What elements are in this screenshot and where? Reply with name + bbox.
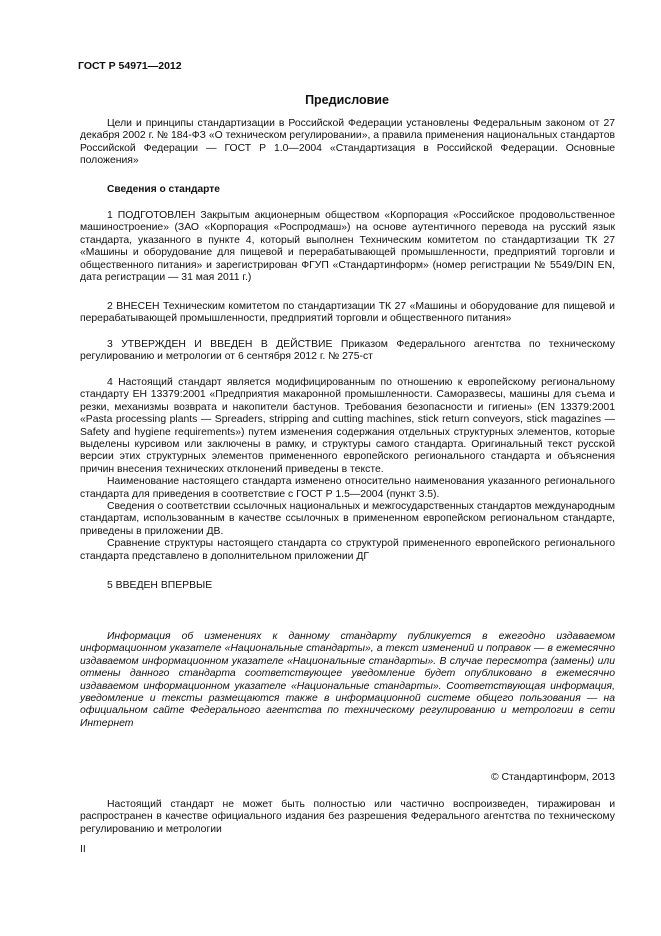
standard-info-heading: Сведения о стандарте — [107, 184, 220, 195]
changes-information-text: Информация об изменениях к данному стандарту публикуется в ежегодно издаваемом информационном указателе «Национальные стандарты», а текст изменений и поправок — в ежемесячно издаваемом информационном указателе «Национальные стандарты». В случае пересмотра (замены) или отмены данного стандарта соответствующее уведомление будет опубликовано в ежемесячно издаваемом информационном указателе «Национальные стандарты». Соответствующая информация, уведомление и тексты размещаются также в информационной системе общего пользования — на официальном сайте Федерального агентства по техническому регулированию и метрологии в сети Интернет — [80, 631, 615, 729]
info-item-5 — [80, 580, 615, 592]
info-item-1 — [80, 210, 615, 284]
page-number: II — [80, 844, 86, 855]
item-5-text: 5 ВВЕДЕН ВПЕРВЫЕ — [107, 580, 213, 591]
reproduction-notice-text: Настоящий стандарт не может быть полностью или частично воспроизведен, тиражирован и распространен в качестве официального издания без разрешения Федерального агентства по техническому регулированию и метрологии — [80, 799, 615, 835]
info-item-3 — [80, 339, 615, 364]
item-3-text: 3 УТВЕРЖДЕН И ВВЕДЕН В ДЕЙСТВИЕ Приказом Федерального агентства по техническому регулированию и метрологии от 6 сентября 2012 г. № 275-ст — [80, 339, 615, 363]
item-4-paragraph-3: Сведения о соответствии ссылочных национальных и межгосударственных стандартов международным стандартам, использованным в качестве ссылочных в примененном европейском региональном стандарте, приведены в приложении ДВ. — [80, 501, 615, 537]
foreword-intro — [80, 118, 615, 168]
intro-paragraph: Цели и принципы стандартизации в Российской Федерации установлены Федеральным законом от 27 декабря 2002 г. № 184-ФЗ «О техническом регулировании», а правила применения национальных стандартов Российской Федерации — ГОСТ Р 1.0—2004 «Стандартизация в Российской Федерации. Основные положения» — [80, 118, 615, 167]
item-2-text: 2 ВНЕСЕН Техническим комитетом по стандартизации ТК 27 «Машины и оборудование для пищевой и перерабатывающей промышленности, предприятий торговли и общественного питания» — [80, 301, 615, 325]
changes-information — [80, 631, 615, 730]
item-4-paragraph-2: Наименование настоящего стандарта изменено относительно наименования указанного регионального стандарта для приведения в соответствие с ГОСТ Р 1.5—2004 (пункт 3.5). — [80, 476, 615, 500]
copyright-notice: © Стандартинформ, 2013 — [490, 772, 615, 783]
item-1-text: 1 ПОДГОТОВЛЕН Закрытым акционерным обществом «Корпорация «Российское продовольственное машиностроение» (ЗАО «Корпорация «Роспродмаш») на основе аутентичного перевода на русский язык стандарта, указанного в пункте 4, который выполнен Техническим комитетом по стандартизации ТК 27 «Машины и оборудование для пищевой и перерабатывающей промышленности, предприятий торговли и общественного питания» и зарегистрирован ФГУП «Стандартинформ» (номер регистрации № 5549/DIN EN, дата регистрации — 31 мая 2011 г.) — [80, 210, 615, 284]
info-item-4 — [80, 377, 615, 563]
item-4-paragraph-1: 4 Настоящий стандарт является модифицированным по отношению к европейскому региональному стандарту ЕН 13379:2001 «Предприятия макаронной промышленности. Саморазвесы, машины для съема и резки, механизмы возврата и накопители бастунов. Требования безопасности и гигиены» (EN 13379:2001 «Pasta processing plants — Spreaders, stripping and cutting machines, stick return conveyors, stick magazines — Safety and hygiene requirements») путем изменения содержания отдельных структурных элементов, которые выделены курсивом или заключены в рамку, и структуры самого стандарта. Оригинальный текст русской версии этих структурных элементов примененного европейского регионального стандарта и объяснения причин внесения технических отклонений приведены в тексте. — [80, 377, 615, 475]
reproduction-notice — [80, 799, 615, 836]
document-code: ГОСТ Р 54971—2012 — [78, 60, 182, 72]
info-item-2 — [80, 301, 615, 326]
item-4-paragraph-4: Сравнение структуры настоящего стандарта со структурой примененного европейского регионального стандарта представлено в дополнительном приложении ДГ — [80, 538, 615, 562]
foreword-title: Предисловие — [305, 93, 389, 107]
